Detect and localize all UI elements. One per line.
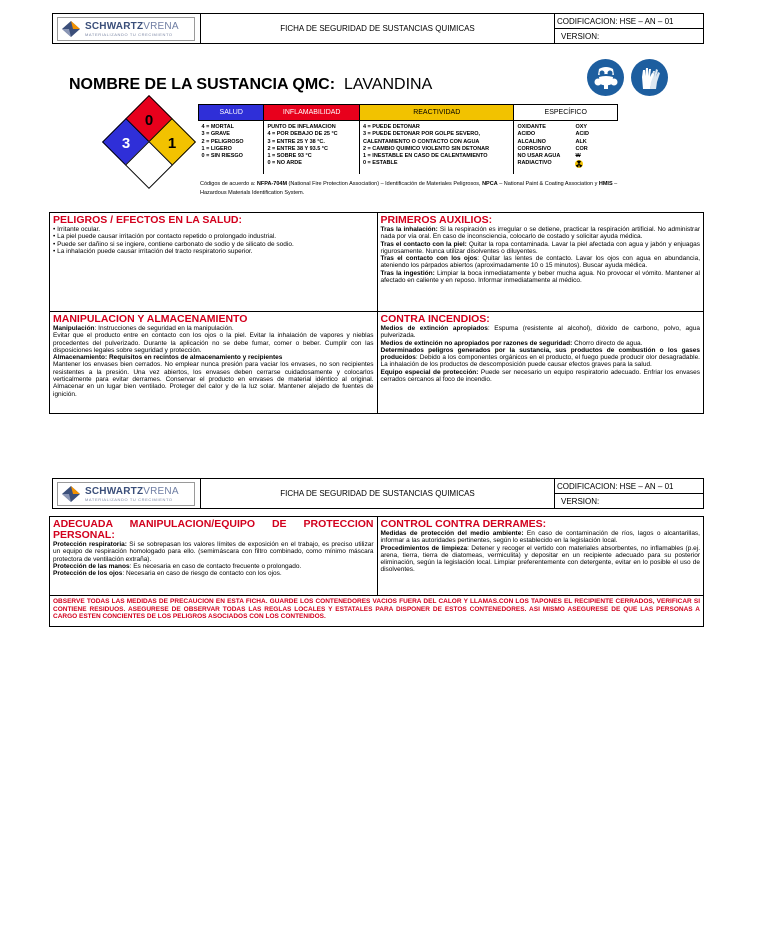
company-logo bbox=[53, 14, 201, 43]
storage-body: Mantener los envases bien cerrados. No emplear nunca presión para vaciar los envases, no son recipientes resistentes a la presión. Una vez abiertos, los envases deben cerrarse cuidadosamente y colocarlos verticalmente para evitar derrames. Conservar el producto en envases de material idéntico al original. Almacenar en un lugar bien ventilado. Proteger del calor y de la luz solar. Mantener alejado de fuentes de ignición. bbox=[53, 361, 374, 398]
nfpa-flammability-value: 0 bbox=[144, 112, 154, 129]
document-code: CODIFICACION: HSE – AN – 01 bbox=[557, 481, 674, 491]
company-logo bbox=[53, 479, 201, 508]
first-aid-title: PRIMEROS AUXILIOS: bbox=[380, 214, 493, 226]
health-header: SALUD bbox=[199, 105, 264, 121]
legend-line: 2 = CAMBIO QUIMICO VIOLENTO SIN DETONAR bbox=[362, 145, 490, 152]
legend-line: 1 = INESTABLE EN CASO DE CALENTAMIENTO bbox=[362, 153, 488, 160]
radioactive-icon bbox=[575, 160, 583, 168]
nfpa-reactivity-value: 1 bbox=[167, 135, 177, 152]
reactivity-header: REACTIVIDAD bbox=[359, 105, 514, 121]
list-item: Medios de extinción apropiados: Espuma (resistente al alcohol), dióxido de carbono, polvo, agua pulverizada. bbox=[380, 325, 700, 340]
handling-body: Evitar que el producto entre en contacto con los ojos o la piel. Evitar la inhalación de vapores y nieblas procedentes del pulverizado. Durante la aplicación no se debe fumar, comer o beber. Cumplir con las disposiciones legales sobre seguridad y protección. bbox=[53, 332, 374, 354]
list-item: Protección respiratoria: Si se sobrepasan los valores límites de exposición en el trabajo, es preciso utilizar un equipo de respiración homologado para ello. (semimáscara con filtro combinado, como mínimo máscara protectora de ventilación extraña). bbox=[53, 541, 374, 563]
special-item-name: NO USAR AGUA bbox=[517, 153, 561, 160]
legend-line: 0 = NO ARDE bbox=[267, 160, 302, 167]
safety-sections-box-page2 bbox=[49, 516, 704, 627]
document-header-page2 bbox=[52, 478, 704, 509]
safety-warning: OBSERVE TODAS LAS MEDIDAS DE PRECAUCION EN ESTA FICHA. GUARDE LOS CONTENEDORES VACIOS FUERA DEL CALOR Y LLAMAS.CON LOS TAPONES EL RECIPIENTE CERRADOS, VERIFICAR SI CONTIENE RESIDUOS. ASEGURESE DE OBSERVAR TODAS LAS REGLAS LOCALES Y ESTATALES PARA DISPONER DE ESTOS CONTENEDORES. ASI MISMO ASEGURESE DE QUE LAS PERSONAS A CARGO ESTEN CONCIENTES DE LOS PELIGROS ASOCIADOS CON LOS CONTENIDOS. bbox=[50, 595, 703, 626]
fire-section bbox=[377, 312, 704, 413]
fire-title: CONTRA INCENDIOS: bbox=[380, 313, 490, 325]
hazard-legend-table bbox=[198, 104, 618, 174]
handling-section: MANIPULACION Y ALMACENAMIENTO Manipulación: Instrucciones de seguridad en la manipulación. Evitar que el producto entre en contacto con los ojos o la piel. Evitar la inhalación de vapores y nieblas procedentes del pulverizado. Durante la aplicación no se debe fumar, comer o beber. Cumplir con las disposiciones legales sobre seguridad y protección. Almacenamiento: Requisitos en recintos de almacenamiento y recipientes Mantener los envases bien cerrados. No emplear nunca presión para vaciar los envases, no son recipientes resistentes a la presión. Una vez abiertos, los envases deben cerrarse cuidadosamente y colocarlos verticalmente para evitar derrames. Conservar el producto en envases de material idéntico al original. Almacenar en un lugar bien ventilado. Proteger del calor y de la luz solar. Mantener alejado de fuentes de ignición. bbox=[53, 313, 374, 398]
document-title: FICHA DE SEGURIDAD DE SUSTANCIAS QUIMICAS bbox=[201, 14, 555, 43]
special-item-name: RADIACTIVO bbox=[517, 160, 552, 167]
gloves-icon bbox=[631, 59, 668, 96]
handling-title: MANIPULACION Y ALMACENAMIENTO bbox=[53, 313, 248, 325]
flammability-header: INFLAMABILIDAD bbox=[264, 105, 360, 121]
special-item-code: W bbox=[575, 153, 581, 160]
legend-line: 4 = PUEDE DETONAR bbox=[362, 124, 420, 130]
nfpa-diamond bbox=[108, 101, 190, 183]
health-legend bbox=[199, 121, 264, 174]
legend-line: 1 = LIGERO bbox=[201, 145, 232, 152]
brand-tagline: MATERIALIZANDO TU CRECIMIENTO bbox=[85, 31, 173, 37]
codes-note: Códigos de acuerdo a: NFPA-704M (National Fire Protection Association) – Identificación de Materiales Peligrosos, NPCA – National Paint & Coating Association y HMIS – Hazardous Materials Identification System. bbox=[200, 181, 618, 196]
document-header bbox=[52, 13, 704, 44]
spill-title: CONTROL CONTRA DERRAMES: bbox=[380, 518, 547, 530]
list-item: Determinados peligros generados por la sustancia, sus productos de combustión o los gases producidos: Debido a los componentes orgánicos en el producto, el fuego puede producir olor desagradable. La inhalación de los productos de descomposición puede causar efectos graves para la salud. bbox=[380, 346, 700, 369]
special-item-code: OXY bbox=[575, 124, 588, 130]
special-item-code: ACID bbox=[575, 131, 589, 138]
nfpa-health-value: 3 bbox=[121, 135, 131, 152]
legend-line: 0 = SIN RIESGO bbox=[201, 153, 243, 160]
legend-line: 2 = PELIGROSO bbox=[201, 138, 244, 145]
list-item: • La inhalación puede causar irritación del tracto respiratorio superior. bbox=[53, 247, 253, 255]
storage-label: Almacenamiento: Requisitos en recintos de almacenamiento y recipientes bbox=[53, 354, 283, 362]
legend-line: 1 = SOBRE 93 °C bbox=[267, 153, 312, 160]
flammability-legend bbox=[264, 121, 360, 174]
list-item: Equipo especial de protección: Puede ser necesario un equipo respiratorio adecuado. Enfriar los envases cerrados cercanos al foco de incendio. bbox=[380, 368, 700, 384]
legend-line: 4 = POR DEBAJO DE 25 °C bbox=[267, 131, 338, 138]
document-title: FICHA DE SEGURIDAD DE SUSTANCIAS QUIMICAS bbox=[201, 479, 555, 508]
safety-sections-box bbox=[49, 212, 704, 414]
legend-line: 3 = PUEDE DETONAR POR GOLPE SEVERO, CALENTAMIENTO O CONTACTO CON AGUA bbox=[362, 131, 481, 145]
brand-tagline: MATERIALIZANDO TU CRECIMIENTO bbox=[85, 496, 173, 502]
health-effects-title: PELIGROS / EFECTOS EN LA SALUD: bbox=[53, 214, 243, 226]
list-item: Medidas de protección del medio ambiente: En caso de contaminación de ríos, lagos o alcantarillas, informar a las autoridades pertinentes, según lo establecido en la legislación local. bbox=[380, 530, 700, 545]
legend-line: 2 = ENTRE 38 Y 93.5 °C bbox=[267, 145, 328, 152]
brand-name: SCHWARTZVRENA bbox=[85, 485, 179, 497]
legend-line: 4 = MORTAL bbox=[201, 124, 234, 130]
document-code: CODIFICACION: HSE – AN – 01 bbox=[557, 16, 674, 26]
special-item-name: ALCALINO bbox=[517, 138, 546, 145]
first-aid-section bbox=[377, 213, 704, 311]
list-item: Protección de los ojos: Necesaria en caso de riesgo de contacto con los ojos. bbox=[53, 570, 282, 578]
list-item: Procedimientos de limpieza: Detener y recoger el vertido con materiales absorbentes, no inflamables (p.ej. arena, tierra, tierra de diatomeas, vermiculita) y depositar en un recipiente adecuado para su posterior eliminación, según la legislación local. Limpiar preferentemente con detergente, evitar en lo posible el uso de disolventes. bbox=[380, 544, 701, 574]
special-item-name: CORROSIVO bbox=[517, 145, 552, 152]
list-item: • La piel puede causar irritación por contacto repetido o prolongado industrial. bbox=[53, 233, 277, 241]
substance-name: NOMBRE DE LA SUSTANCIA QMC: LAVANDINA bbox=[69, 76, 433, 93]
list-item: Protección de las manos: Es necesaria en caso de contacto frecuente o prolongado. bbox=[53, 562, 302, 570]
list-item: • Irritante ocular. bbox=[53, 226, 101, 233]
list-item: Tras la inhalación: Si la respiración es irregular o se detiene, practicar la respiración artificial. No administrar nada por vía oral. En caso de inconsciencia, colocarlo de costado y solicitar ayuda médica. bbox=[380, 226, 700, 241]
health-effects-section bbox=[50, 213, 377, 311]
respirator-icon bbox=[587, 59, 624, 96]
brand-name: SCHWARTZVRENA bbox=[85, 20, 179, 32]
special-item-code: ALK bbox=[575, 138, 587, 145]
list-item: Tras el contacto con los ojos: Quitar las lentes de contacto. Lavar los ojos con agua en abundancia, ateniendo los párpados abiertos (aproximadamente 10 o 15 minutos). Buscar ayuda médica. bbox=[380, 255, 700, 270]
special-legend bbox=[514, 121, 618, 174]
ppe-title: ADECUADA MANIPULACION/EQUIPO DE PROTECCION PERSONAL: bbox=[53, 518, 374, 541]
document-version: VERSION: bbox=[555, 493, 703, 508]
spill-section bbox=[377, 517, 704, 595]
document-version: VERSION: bbox=[555, 28, 703, 43]
list-item: Medios de extinción no apropiados por razones de seguridad: Chorro directo de agua. bbox=[380, 339, 643, 347]
special-item-name: OXIDANTE bbox=[517, 124, 546, 130]
list-item: Tras la ingestión: Limpiar la boca inmediatamente y beber mucha agua. No provocar el vómito. Mantener al afectado en caliente y en reposo. Informar inmediatamente al médico. bbox=[380, 269, 700, 285]
legend-line: 0 = ESTABLE bbox=[362, 160, 398, 167]
special-header: ESPECÍFICO bbox=[514, 105, 618, 121]
legend-line: 3 = ENTRE 25 Y 38 °C. bbox=[267, 138, 325, 145]
reactivity-legend bbox=[359, 121, 514, 174]
special-item-code: COR bbox=[575, 145, 588, 152]
list-item: Tras el contacto con la piel: Quitar la ropa contaminada. Lavar la piel afectada con agua y jabón y enjuagas rigurosamente. Nunca utilizar disolventes o diluyentes. bbox=[380, 240, 701, 255]
special-item-code bbox=[575, 160, 615, 171]
legend-line: 3 = GRAVE bbox=[201, 131, 230, 138]
special-item-name: ACIDO bbox=[517, 131, 536, 138]
logo-mark-icon bbox=[61, 485, 81, 503]
list-item: • Puede ser dañino si se ingiere, contiene carbonato de sodio y de silicato de sodio. bbox=[53, 240, 294, 248]
legend-line: PUNTO DE INFLAMACION bbox=[267, 124, 336, 130]
ppe-section bbox=[50, 517, 377, 595]
logo-mark-icon bbox=[61, 20, 81, 38]
